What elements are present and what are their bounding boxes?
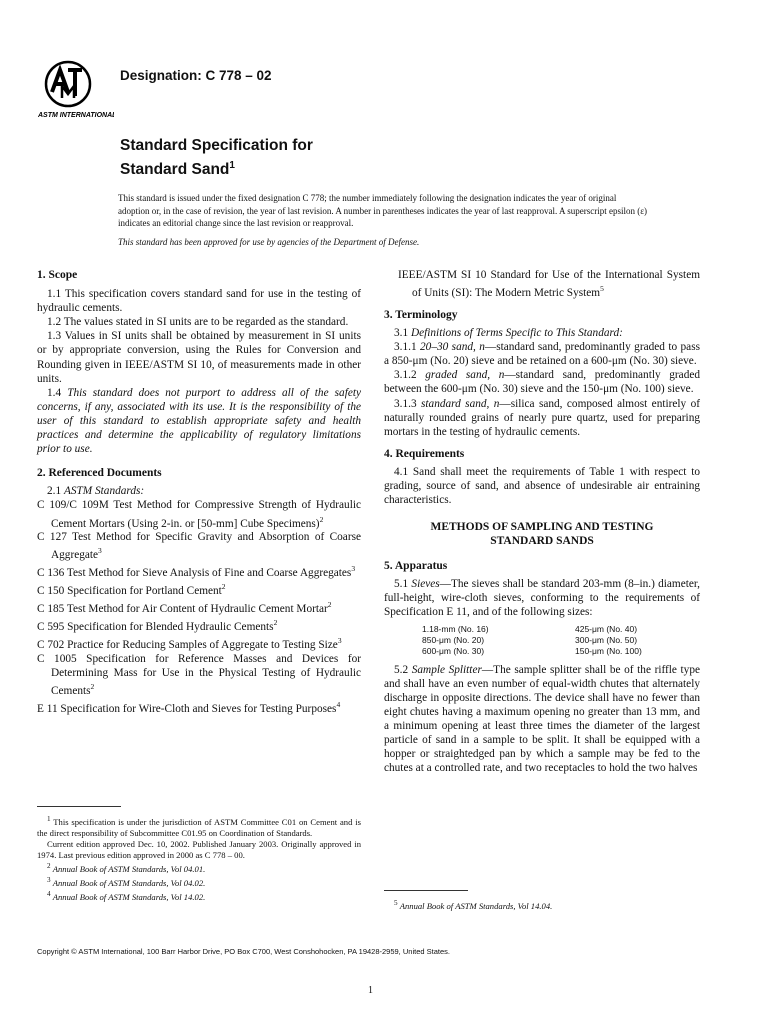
- footnote-3: $^3$ Annual Book of ASTM Standards, Vol 04.02.: [47, 875, 206, 888]
- reference-item: E 11 Specification for Wire-Cloth and Sieves for Testing Purposes$^4$: [37, 699, 341, 715]
- astm-standards-subhead: 2.1 ASTM Standards:: [47, 485, 145, 498]
- methods-heading: METHODS OF SAMPLING AND TESTING STANDARD SANDS: [430, 521, 654, 548]
- sieve-row: [422, 635, 685, 646]
- copyright-footer: Copyright © ASTM International, 100 Barr Harbor Drive, PO Box C700, West Conshohocken, PA 19428-2959, United States.: [37, 947, 450, 956]
- footnote-rule-right: [384, 890, 468, 891]
- section-heading-requirements: 4. Requirements: [384, 447, 465, 460]
- footnotes-left: [37, 814, 361, 902]
- logo-text: ASTM INTERNATIONAL: [38, 112, 114, 119]
- document-title: [120, 136, 313, 180]
- reference-item: C 136 Test Method for Sieve Analysis of Fine and Coarse Aggregates$^3$: [37, 564, 356, 580]
- reference-item: C 702 Practice for Reducing Samples of Aggregate to Testing Size$^3$: [37, 635, 342, 651]
- sieve-row: [422, 624, 685, 635]
- scope-1-3: 1.3 Values in SI units shall be obtained by measurement in SI units or by appropriate conversion, using the Rules for Conversion and Rounding given in IEEE/ASTM SI 10, of measurements made in other units.: [37, 330, 361, 385]
- footnote-4: $^4$ Annual Book of ASTM Standards, Vol 14.02.: [47, 889, 206, 902]
- intro-paragraph: This standard is issued under the fixed designation C 778; the number immediately following the designation indicates the year of original adoption or, in the case of revision, the year of last revision. A number in parentheses indicates the year of last reapproval. A superscript epsilon (ε) indicates an editorial change since the last revision or reapproval.: [118, 193, 648, 228]
- apparatus-5-1: 5.1 Sieves—The sieves shall be standard 203-mm (8–in.) diameter, full-height, wire-cloth sieves, conforming to the requirements of Specification E 11, and of the following sizes:: [384, 578, 701, 619]
- right-column: [384, 268, 700, 775]
- section-heading-apparatus: 5. Apparatus: [384, 560, 448, 573]
- scope-1-1: 1.1 This specification covers standard sand for use in the testing of hydraulic cements.: [37, 288, 361, 315]
- apparatus-5-2: 5.2 Sample Splitter—The sample splitter shall be of the riffle type and shall have an even number of equal-width chutes that alternately discharge in opposite directions. The device shall have no fewer than eight chutes having a maximum opening no greater than 13 mm, and a minimum opening at least three times the diameter of the largest particle of sand in a sample to be split. It shall be equipped with a hopper or straightedged pan by which a sample may be fed to the chutes at a controlled rate, and two receptacles to hold the two halves: [384, 663, 700, 775]
- sieve-size: 150-μm (No. 100): [575, 645, 642, 656]
- terminology-3-1: 3.1 Definitions of Terms Specific to This Standard:: [394, 327, 623, 340]
- sieve-size: 425-μm (No. 40): [575, 623, 638, 634]
- requirements-4-1: 4.1 Sand shall meet the requirements of Table 1 with respect to grading, source of sand, and absence of undesirable air entraining characteristics.: [384, 465, 700, 507]
- edition-note: Current edition approved Dec. 10, 2002. Published January 2003. Originally approved in 1974. Last previous edition approved in 2000 as C 778 – 00.: [37, 838, 361, 860]
- reference-item: C 1005 Specification for Reference Masses and Devices for Determining Mass for Use in the Physical Testing of Hydraulic Cements$^2$: [37, 652, 361, 697]
- intro-notice: [118, 192, 648, 254]
- sieve-row: [422, 646, 685, 657]
- reference-item: C 127 Test Method for Specific Gravity and Absorption of Coarse Aggregate$^3$: [37, 531, 361, 562]
- title-line1: Standard Specification for: [120, 137, 313, 154]
- scope-1-2: 1.2 The values stated in SI units are to be regarded as the standard.: [47, 316, 349, 329]
- sieve-size: 600-μm (No. 30): [422, 645, 485, 656]
- reference-list: [37, 498, 361, 715]
- terminology-3-1-1: 3.1.1 20–30 sand, n—standard sand, predominantly graded to pass a 850-μm (No. 20) sieve and be retained on a 600-μm (No. 30) sieve.: [384, 341, 700, 368]
- sieve-size: 300-μm (No. 50): [575, 634, 638, 645]
- reference-item: C 595 Specification for Blended Hydraulic Cements$^2$: [37, 617, 278, 633]
- footnote-2: $^2$ Annual Book of ASTM Standards, Vol 04.01.: [47, 861, 206, 874]
- sieve-size: 1.18-mm (No. 16): [422, 623, 489, 634]
- astm-logo: [38, 58, 114, 120]
- dod-approval-note: This standard has been approved for use by agencies of the Department of Defense.: [118, 236, 420, 247]
- page-number: 1: [368, 985, 373, 996]
- title-line2: Standard Sand: [120, 161, 230, 179]
- scope-1-4: 1.4 This standard does not purport to address all of the safety concerns, if any, associated with its use. It is the responsibility of the user of this standard to establish appropriate safety and health practices and determine the applicability of regulatory limitations prior to use.: [37, 386, 361, 456]
- reference-item: C 109/C 109M Test Method for Compressive Strength of Hydraulic Cement Mortars (Using 2-in. or [50-mm] Cube Specimens)$^2$: [37, 499, 361, 530]
- footnote-5: $^5$ Annual Book of ASTM Standards, Vol 14.04.: [394, 899, 553, 911]
- designation: Designation: C 778 – 02: [120, 68, 272, 83]
- terminology-3-1-3: 3.1.3 standard sand, n—silica sand, composed almost entirely of naturally rounded grains of nearly pure quartz, used for preparing mortars in the testing of hydraulic cements.: [384, 397, 701, 438]
- sieve-sizes-table: [422, 624, 685, 657]
- terminology-3-1-2: 3.1.2 graded sand, n—standard sand, predominantly graded between the 600-μm (No. 30) sieve and the 150-μm (No. 100) sieve.: [384, 369, 701, 396]
- sieve-size: 850-μm (No. 20): [422, 634, 485, 645]
- reference-item: C 185 Test Method for Air Content of Hydraulic Cement Mortar$^2$: [37, 600, 332, 615]
- section-heading-scope: 1. Scope: [37, 269, 78, 281]
- footnote-rule-left: [37, 806, 121, 807]
- title-footnote-ref: 1: [229, 160, 235, 171]
- footnote-1: $^1$ This specification is under the jurisdiction of ASTM Committee C01 on Cement and is the direct responsibility of Subcommittee C01.95 on Coordination of Standards.: [37, 815, 361, 838]
- section-heading-terminology: 3. Terminology: [384, 308, 458, 321]
- left-column: [37, 268, 361, 716]
- reference-item: C 150 Specification for Portland Cement$^2$: [37, 582, 226, 597]
- ieee-reference: IEEE/ASTM SI 10 Standard for Use of the International System of Units (SI): The Modern Metric System$^5$: [398, 269, 700, 299]
- section-heading-references: 2. Referenced Documents: [37, 467, 162, 480]
